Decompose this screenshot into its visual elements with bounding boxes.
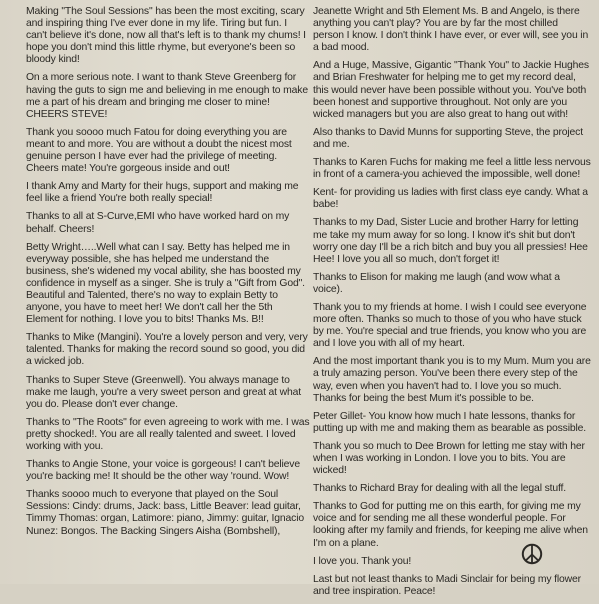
paragraph: Thanks to Elison for making me laugh (and wow what a voice). — [313, 271, 560, 295]
paragraph: Thanks to "The Roots" for even agreeing to work with me. I was pretty shocked!. You are all really talented and sweet. I loved working with you. — [26, 416, 310, 452]
paragraph: Thanks to Karen Fuchs for making me feel a little less nervous in front of a camera-you achieved the impossible, well done! — [313, 157, 591, 181]
paragraph: And a Huge, Massive, Gigantic "Thank You" to Jackie Hughes and Brian Freshwater for helping me to get my record deal, this would never have been possible without you. You've both been honest and supportive throughout. Not only are you wicked managers but you are also great to hang out with! — [313, 60, 589, 120]
paragraph: Jeanette Wright and 5th Element Ms. B and Angelo, is there anything you can't play? You are by far the most chilled person I know. I don't think I have ever, or ever will, see you in a bad mood. — [313, 6, 589, 54]
paragraph: Thank you to my friends at home. I wish I could see everyone more often. Thanks so much to those of you who have stuck by me. You're special and true friends, you know who you are and I love you with all of my heart. — [313, 301, 587, 350]
paragraph: I thank Amy and Marty for their hugs, support and making me feel like a friend You're both really special! — [26, 181, 299, 205]
paragraph: Thanks to all at S-Curve,EMI who have worked hard on my behalf. Cheers! — [26, 211, 290, 235]
paragraph: Peter Gillet- You know how much I hate lessons, thanks for putting up with me and making them as bearable as possible. — [313, 410, 587, 434]
paragraph: Also thanks to David Munns for supporting Steve, the project and me. — [313, 126, 583, 150]
paragraph: Thank you soooo much Fatou for doing everything you are meant to and more. You are without a doubt the nicest most genuine person I have ever had the privilege of meeting. Cheers mate! You're gorgeous inside and out! — [26, 126, 292, 175]
peace-sign-icon — [521, 543, 543, 565]
paragraph: On a more serious note. I want to thank Steve Greenberg for having the guts to sign me and believing in me enough to make me a part of his dream and bringing me closer to mine! CHEERS STEVE! — [26, 72, 308, 120]
paragraph: I love you. Thank you! — [313, 555, 412, 567]
paragraph: Last but not least thanks to Madi Sinclair for being my flower and tree inspiration. Peace! — [313, 573, 581, 597]
left-column — [26, 6, 310, 544]
paragraph: Thank you so much to Dee Brown for letting me stay with her when I was working in London. I love you to bits. You are wicked! — [313, 440, 585, 477]
paragraph: Kent- for providing us ladies with first class eye candy. What a babe! — [313, 187, 588, 211]
paragraph: Thanks soooo much to everyone that played on the Soul Sessions: Cindy: drums, Jack: bass, Little Beaver: lead guitar, Timmy Thomas: organ, Latimore: piano, Jimmy: guitar, Ignacio Nunez: Bongos. The Backing Singers Aisha (Bombshell), — [26, 489, 305, 537]
paragraph: Thanks to Super Steve (Greenwell). You always manage to make me laugh, you're a very sweet person and great at what you do. Please don't ever change. — [26, 374, 301, 410]
paragraph: Thanks to God for putting me on this earth, for giving me my voice and for sending me all these wonderful people. For looking after my family and friends, for keeping me alive when I'm on a plane. — [313, 501, 588, 549]
paragraph: Thanks to Mike (Mangini). You're a lovely person and very, very talented. Thanks for making the record sound so good, you did a wicked job. — [26, 332, 308, 368]
paragraph: Betty Wright…..Well what can I say. Betty has helped me in everyway possible, she has helped me understand the business, she's widened my vocal ability, she has boosted my confidence in myself as a singer. She is truly a "Gift from God". Beautiful and Talented, there's no way to explain Betty to anyone, you have to meet her! We don't call her the 5th Element for nothing. I love you to bits! Thanks Ms. B!! — [26, 241, 305, 326]
paragraph: Making "The Soul Sessions" has been the most exciting, scary and inspiring thing I've ever done in my life. Tiring but fun. I can't believe it's done, now all that's left is to thank my chums! I hope you don't mind this little rhyme, but everyone's been so bloody kind! — [26, 6, 306, 66]
paragraph: And the most important thank you is to my Mum. Mum you are a truly amazing person. You've been there every step of the way, even when you haven't had to. I love you so much. Thanks for being the best Mum it's possible to be. — [313, 356, 591, 404]
right-column — [313, 6, 591, 604]
paragraph: Thanks to Richard Bray for dealing with all the legal stuff. — [313, 483, 567, 495]
paragraph: Thanks to Angie Stone, your voice is gorgeous! I can't believe you're backing me! It should be the other way 'round. Wow! — [26, 459, 300, 483]
paragraph: Thanks to my Dad, Sister Lucie and brother Harry for letting me take my mum away for so long. I know it's shit but don't worry one day I'll be a rich bitch and buy you all pressies! Hee Hee! I love you all so much, don't forget it! — [313, 217, 588, 265]
